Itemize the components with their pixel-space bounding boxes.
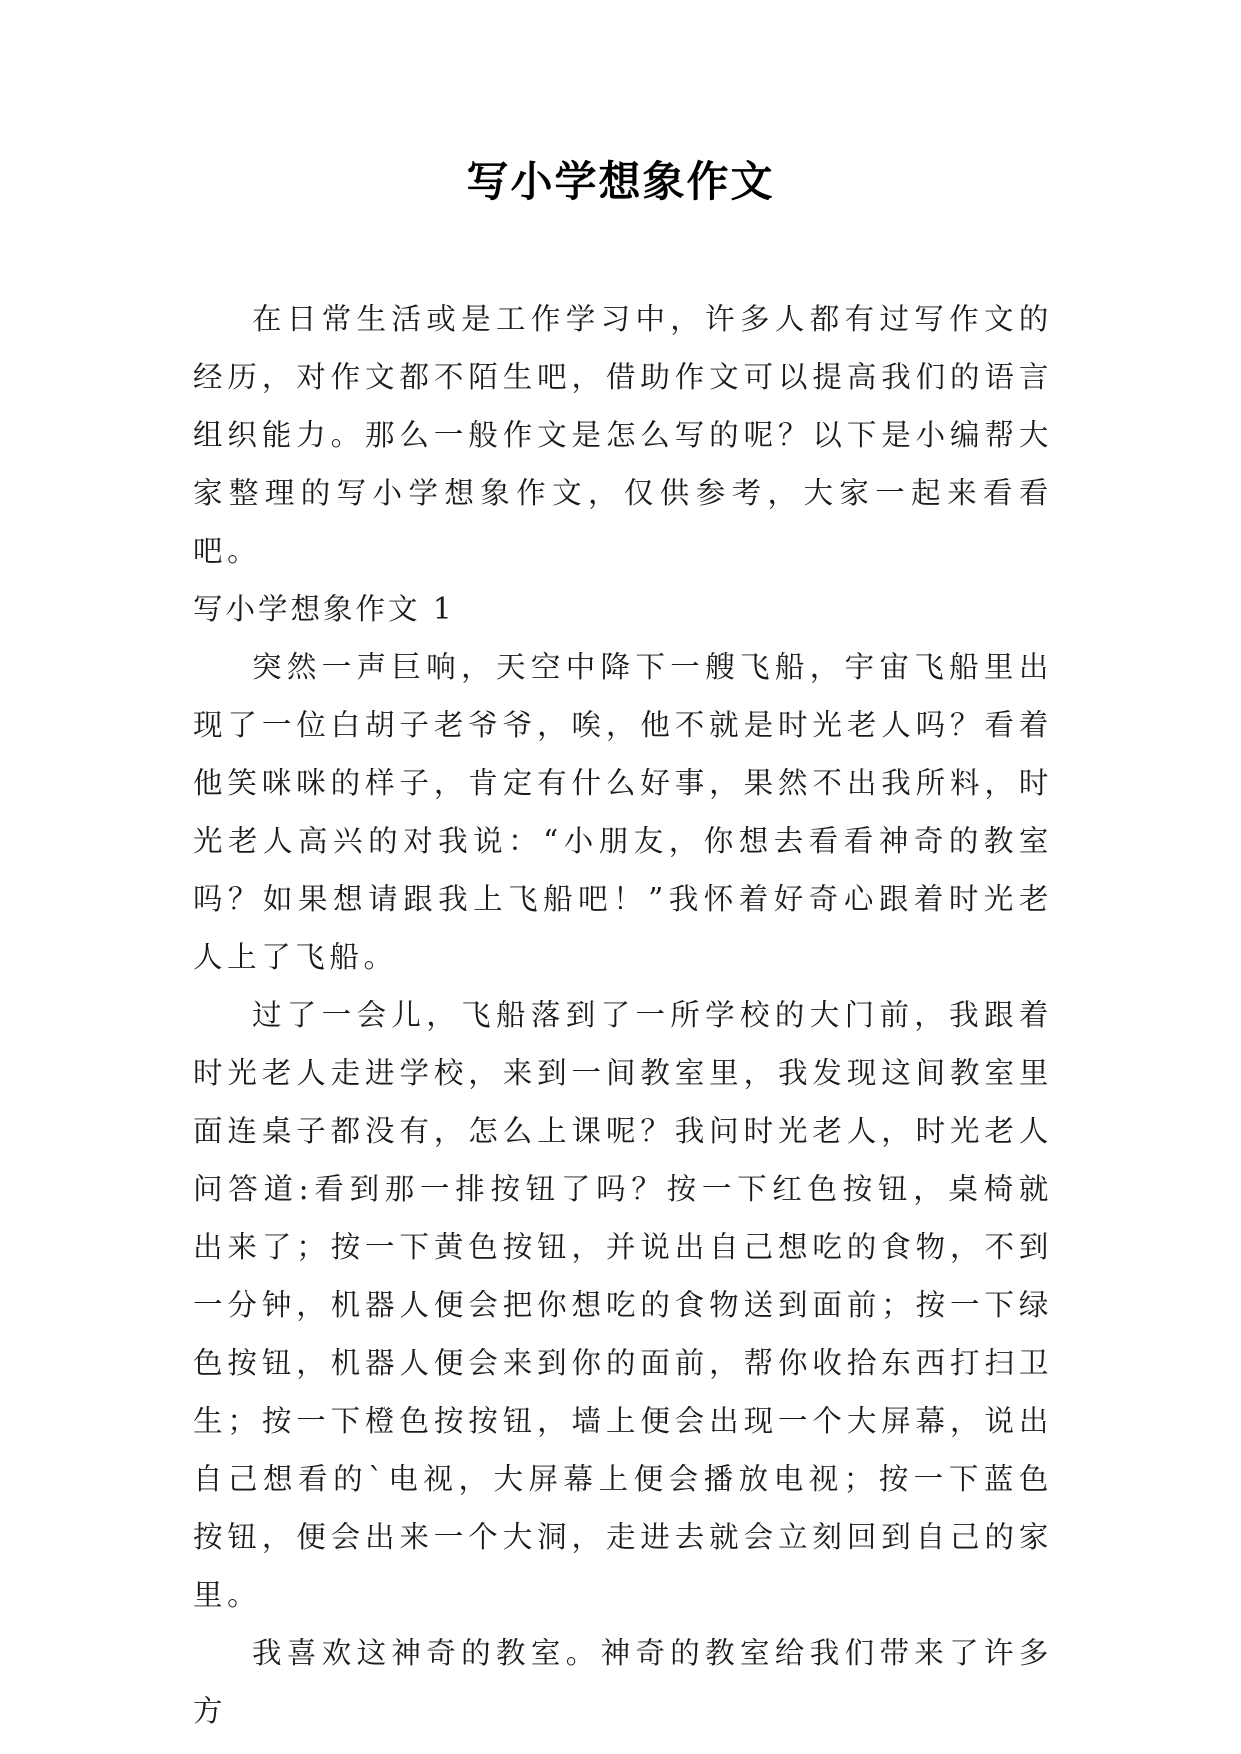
document-title: 写小学想象作文 (466, 157, 775, 206)
intro-paragraph: 在日常生活或是工作学习中，许多人都有过写作文的经历，对作文都不陌生吧，借助作文可以提高我们的语言组织能力。那么一般作文是怎么写的呢？以下是小编帮大家整理的写小学想象作文，仅供参考，大家一起来看看吧。 (193, 302, 1053, 568)
section-heading: 写小学想象作文 1 (193, 592, 455, 626)
essay-paragraph: 突然一声巨响，天空中降下一艘飞船，宇宙飞船里出现了一位白胡子老爷爷，唉，他不就是时光老人吗？看着他笑咪咪的样子，肯定有什么好事，果然不出我所料，时光老人高兴的对我说：“小朋友，你想去看看神奇的教室吗？如果想请跟我上飞船吧！”我怀着好奇心跟着时光老人上了飞船。 (193, 650, 1053, 974)
intro-block (193, 290, 1053, 580)
essay-section-1 (193, 580, 1053, 1740)
essay-paragraph: 过了一会儿，飞船落到了一所学校的大门前，我跟着时光老人走进学校，来到一间教室里，我发现这间教室里面连桌子都没有，怎么上课呢？我问时光老人，时光老人问答道:看到那一排按钮了吗？按一下红色按钮，桌椅就出来了；按一下黄色按钮，并说出自己想吃的食物，不到一分钟，机器人便会把你想吃的食物送到面前；按一下绿色按钮，机器人便会来到你的面前，帮你收拾东西打扫卫生；按一下橙色按按钮，墙上便会出现一个大屏幕，说出自己想看的`电视，大屏幕上便会播放电视；按一下蓝色按钮，便会出来一个大洞，走进去就会立刻回到自己的家里。 (193, 998, 1053, 1612)
essay-paragraph: 我喜欢这神奇的教室。神奇的教室给我们带来了许多方 (193, 1636, 1053, 1728)
